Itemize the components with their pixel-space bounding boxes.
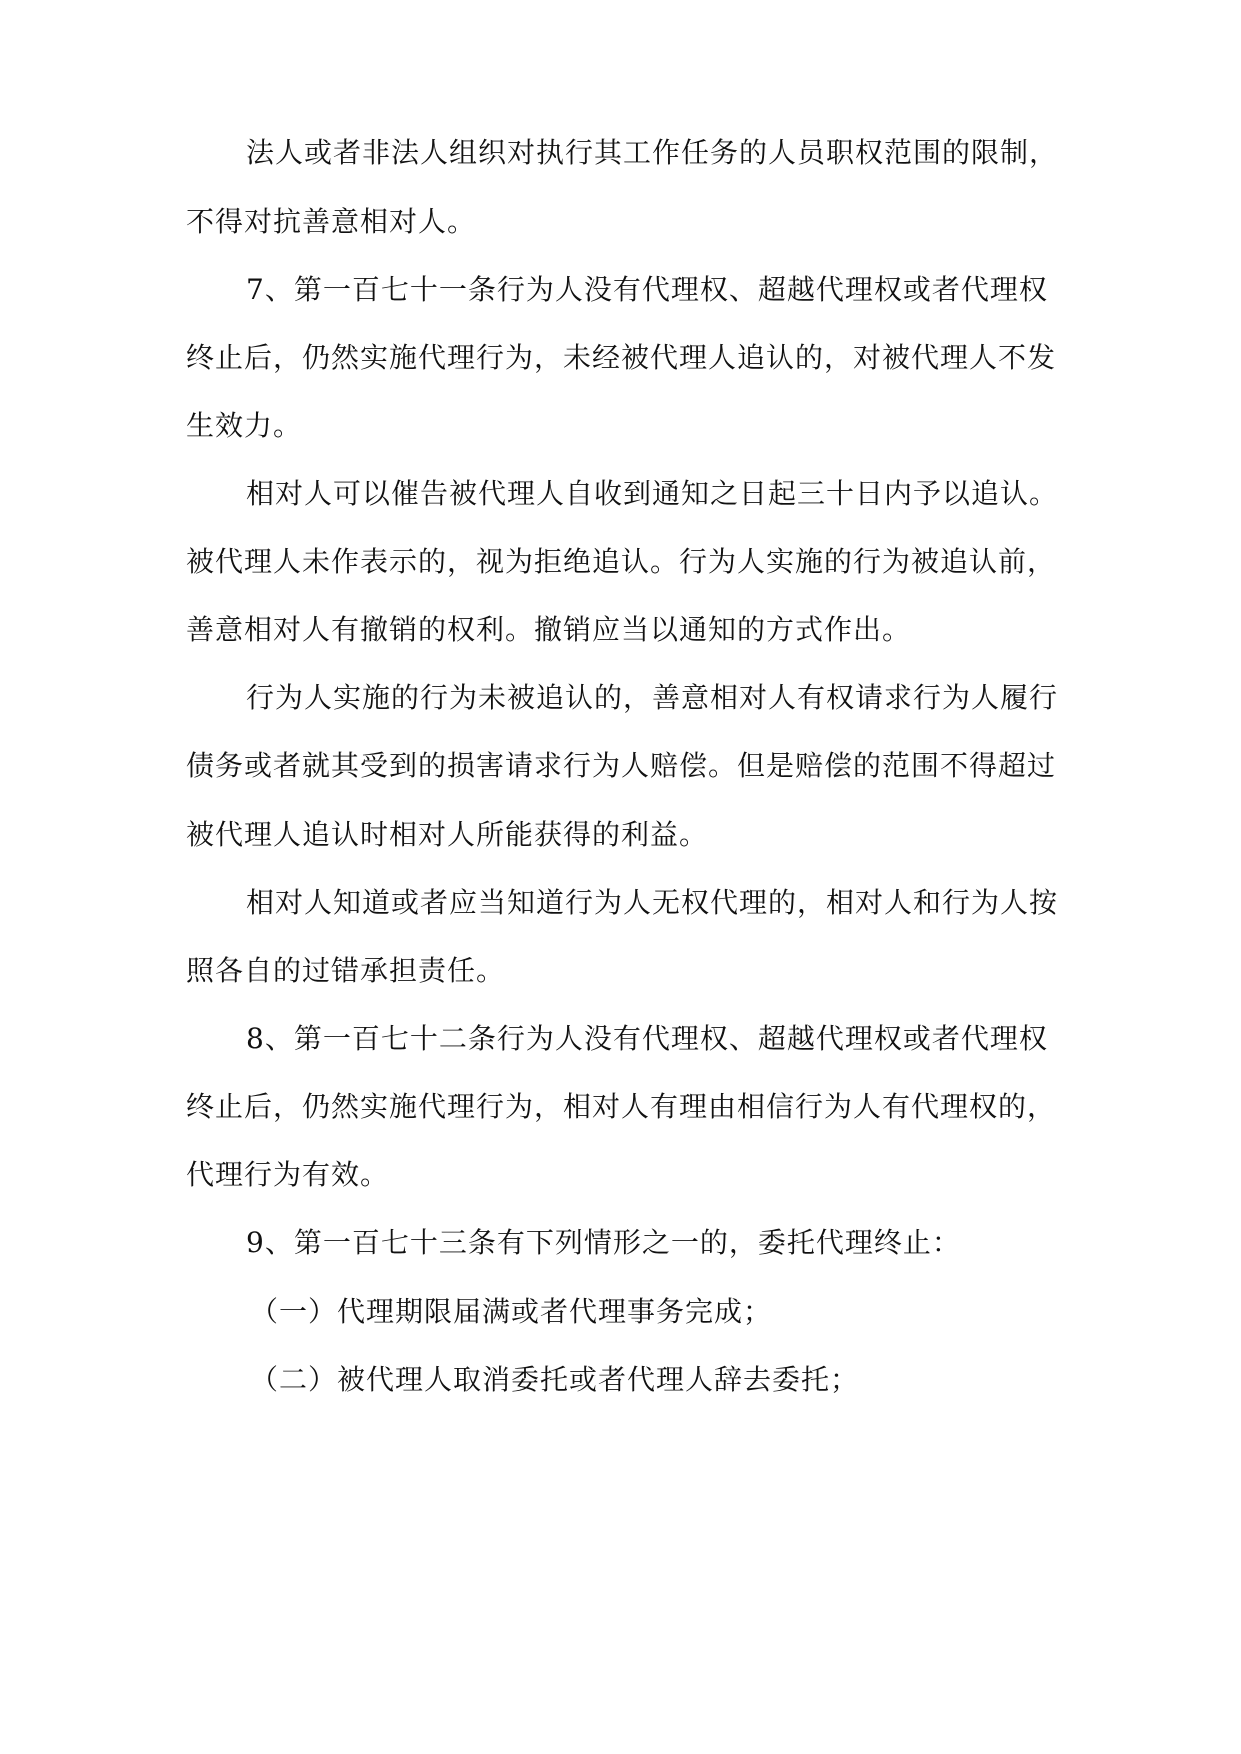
text-line: 照各自的过错承担责任。 xyxy=(186,954,506,987)
text-line: 终止后，仍然实施代理行为，未经被代理人追认的，对被代理人不发 xyxy=(186,341,1057,374)
text-line: 生效力。 xyxy=(186,409,303,442)
text-line: 代理行为有效。 xyxy=(186,1158,390,1191)
text-line: 相对人可以催告被代理人自收到通知之日起三十日内予以追认。 xyxy=(246,477,1059,510)
text-line: 行为人实施的行为未被追认的，善意相对人有权请求行为人履行 xyxy=(246,681,1059,714)
text-line: 善意相对人有撤销的权利。撤销应当以通知的方式作出。 xyxy=(186,613,912,646)
text-line: 终止后，仍然实施代理行为，相对人有理由相信行为人有代理权的， xyxy=(186,1090,1057,1123)
list-item: （一）代理期限届满或者代理事务完成； xyxy=(250,1295,773,1328)
text-line: 债务或者就其受到的损害请求行为人赔偿。但是赔偿的范围不得超过 xyxy=(186,749,1057,782)
text-line: 被代理人追认时相对人所能获得的利益。 xyxy=(186,818,709,851)
text-line: 8、第一百七十二条行为人没有代理权、超越代理权或者代理权 xyxy=(246,1022,1048,1055)
text-line: 相对人知道或者应当知道行为人无权代理的，相对人和行为人按 xyxy=(246,886,1059,919)
text-line: 9、第一百七十三条有下列情形之一的，委托代理终止： xyxy=(246,1226,961,1259)
text-line: 不得对抗善意相对人。 xyxy=(186,205,477,238)
list-item: （二）被代理人取消委托或者代理人辞去委托； xyxy=(250,1363,860,1396)
text-line: 法人或者非法人组织对执行其工作任务的人员职权范围的限制， xyxy=(246,136,1059,169)
text-line: 7、第一百七十一条行为人没有代理权、超越代理权或者代理权 xyxy=(246,273,1048,306)
text-line: 被代理人未作表示的，视为拒绝追认。行为人实施的行为被追认前， xyxy=(186,545,1057,578)
